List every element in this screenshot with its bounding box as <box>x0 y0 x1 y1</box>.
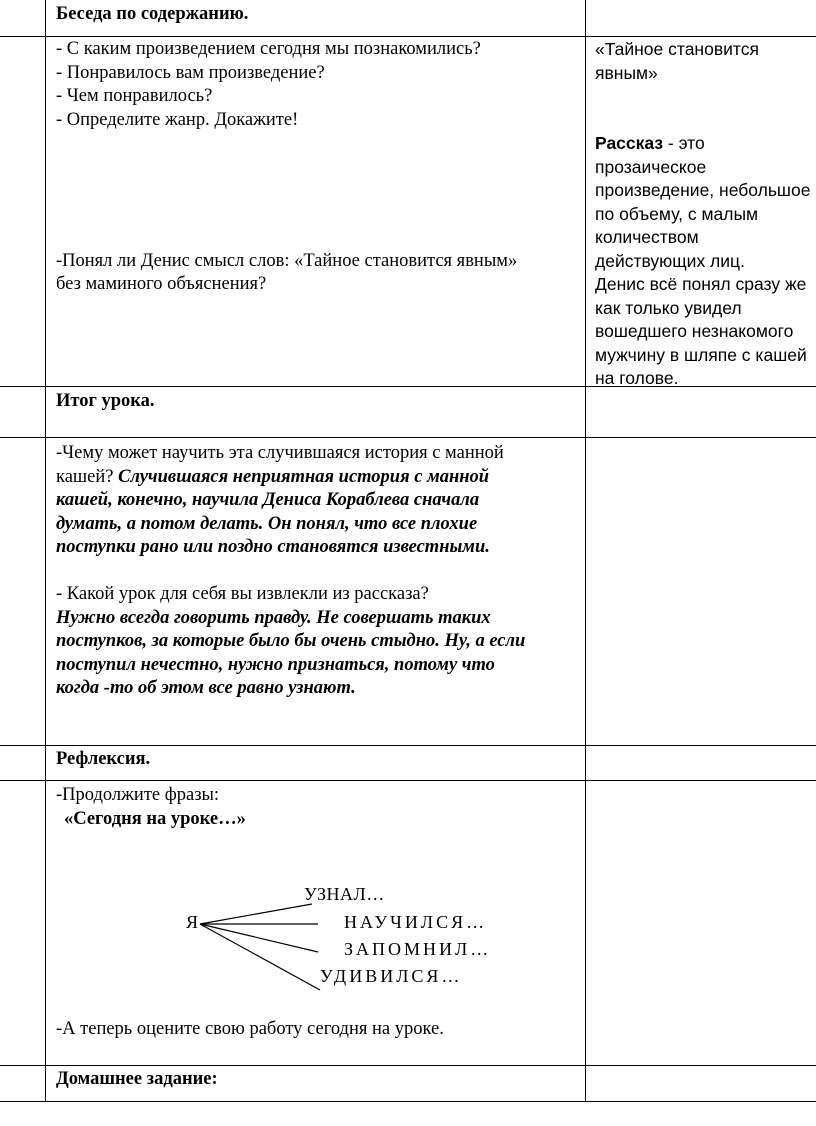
question-line: -Понял ли Денис смысл слов: «Тайное становится явным» <box>56 250 518 271</box>
definition-line: действующих лиц. <box>595 250 745 271</box>
denis-answer-line: мужчину в шляпе с кашей <box>595 344 807 365</box>
diagram-branch-label: НАУЧИЛСЯ… <box>344 912 488 932</box>
summary-answer: когда -то об этом все равно узнают. <box>56 678 356 698</box>
question-line: - Определите жанр. Докажите! <box>56 109 299 130</box>
summary-question: кашей? <box>56 466 119 487</box>
summary-question: -Чему может научить эта случившаяся история с манной <box>56 443 504 463</box>
summary-answer: поступки рано или поздно становятся известными. <box>56 537 490 557</box>
diagram-branch-label: УДИВИЛСЯ… <box>320 966 463 986</box>
reflection-instruction: -Продолжите фразы: <box>56 785 220 805</box>
summary-answer: думать, а потом делать. Он понял, что все плохие <box>56 513 478 534</box>
section-heading-homework: Домашнее задание: <box>56 1069 218 1089</box>
reflection-phrase: «Сегодня на уроке…» <box>64 808 246 829</box>
summary-answer: Случившаяся неприятная история с манной <box>118 466 490 487</box>
definition-text: - это <box>663 133 705 153</box>
section-heading-conversation: Беседа по содержанию. <box>56 4 249 24</box>
definition-term: Рассказ <box>595 133 664 153</box>
summary-question: - Какой урок для себя вы извлекли из рассказа? <box>56 584 429 604</box>
summary-answer: поступков, за которые было бы очень стыдно. Ну, а если <box>56 631 526 651</box>
denis-answer-line: вошедшего незнакомого <box>595 321 794 341</box>
denis-answer-line: как только увидел <box>595 297 742 318</box>
diagram-branch-label: УЗНАЛ… <box>304 884 385 904</box>
definition-line: количеством <box>595 227 699 247</box>
answer-title-line: явным» <box>595 62 658 83</box>
summary-answer: поступил нечестно, нужно признаться, потому что <box>56 654 495 675</box>
definition-line: прозаическое <box>595 156 707 177</box>
diagram-line <box>200 904 312 924</box>
definition-line: по объему, с малым <box>595 203 759 224</box>
summary-answer: Нужно всегда говорить правду. Не совершать таких <box>56 607 491 628</box>
self-assessment: -А теперь оцените свою работу сегодня на уроке. <box>56 1019 444 1039</box>
section-heading-reflection: Рефлексия. <box>56 749 151 769</box>
definition-line: произведение, небольшое <box>595 180 811 200</box>
diagram-line <box>200 924 318 952</box>
question-line: - С каким произведением сегодня мы познакомились? <box>56 39 481 59</box>
question-line: - Понравилось вам произведение? <box>56 62 325 83</box>
question-line: без маминого объяснения? <box>56 274 267 294</box>
denis-answer-line: Денис всё понял сразу же <box>595 274 807 294</box>
denis-answer-line: на голове. <box>595 368 679 388</box>
question-line: - Чем понравилось? <box>56 86 213 106</box>
summary-answer: кашей, конечно, научила Дениса Кораблева сначала <box>56 490 480 510</box>
answer-title-line: «Тайное становится <box>595 39 759 59</box>
diagram-root-label: Я <box>186 912 199 932</box>
diagram-line <box>200 924 320 990</box>
section-heading-summary: Итог урока. <box>56 391 155 411</box>
diagram-branch-label: ЗАПОМНИЛ… <box>344 939 492 959</box>
